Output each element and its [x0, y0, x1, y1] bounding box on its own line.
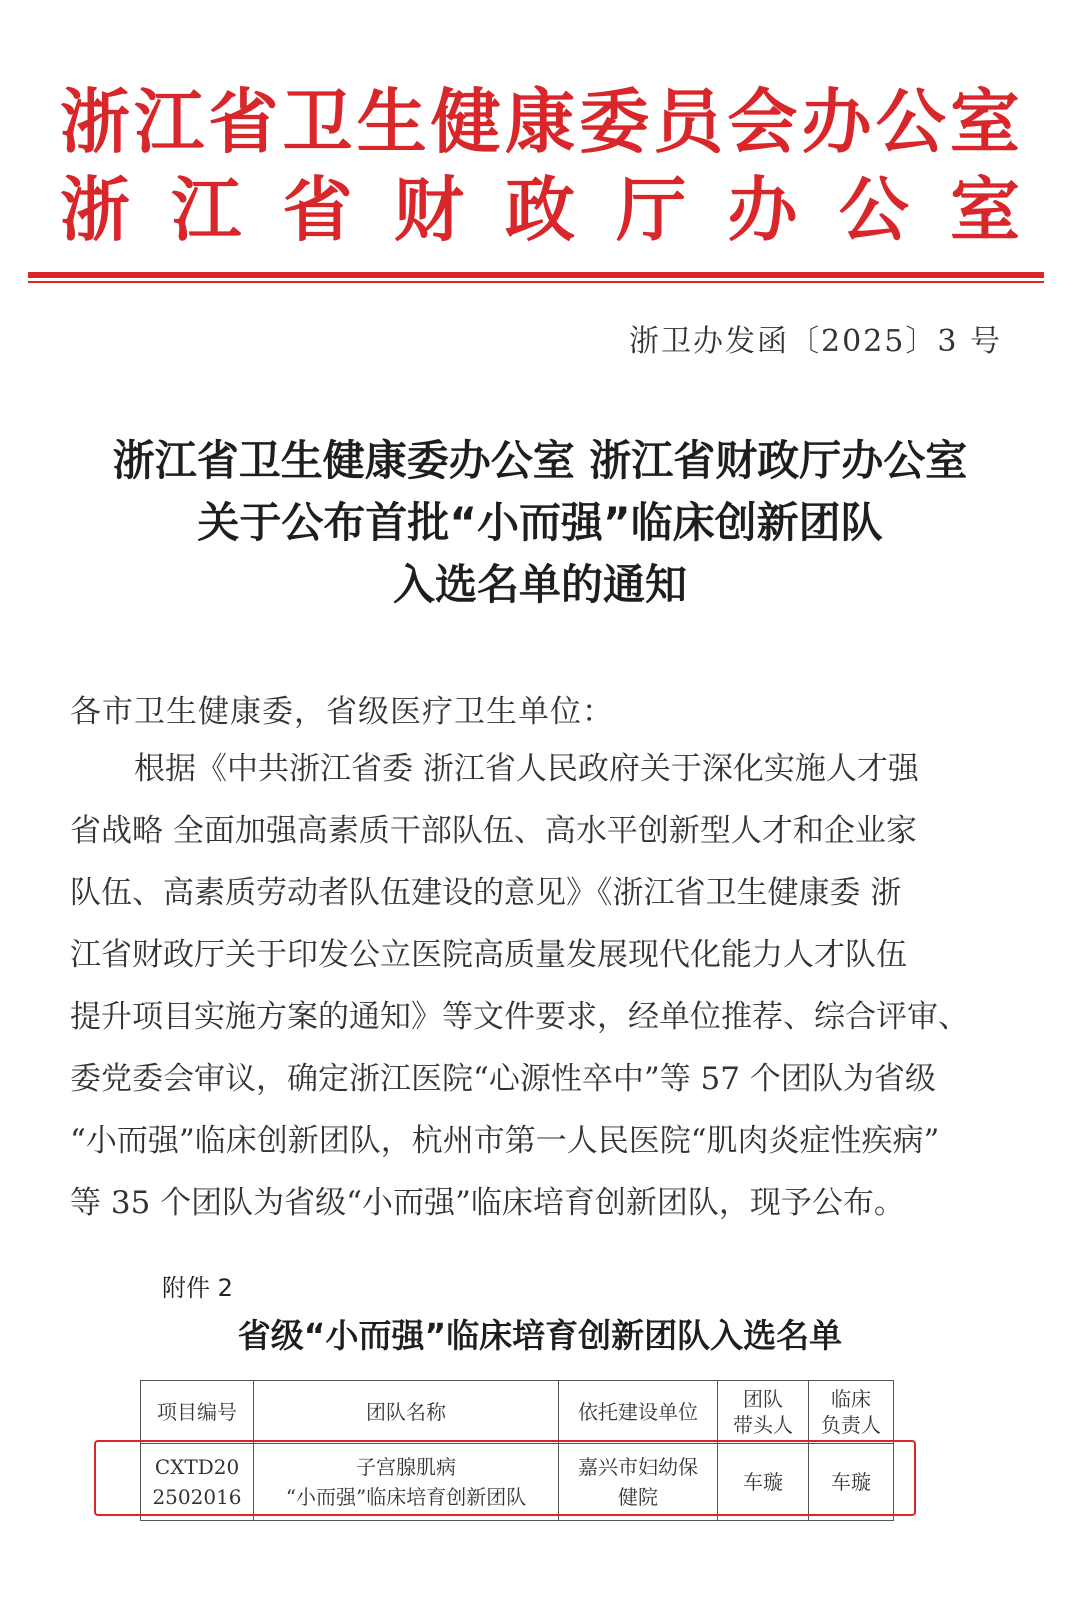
salutation: 各市卫生健康委，省级医疗卫生单位：	[70, 694, 614, 730]
attachment-label: 附件 2	[162, 1274, 233, 1302]
letterhead	[60, 78, 1020, 254]
title-line-3: 入选名单的通知	[392, 560, 687, 609]
header-clinical-lead: 临床 负责人	[809, 1381, 894, 1444]
header-team-leader: 团队 带头人	[718, 1381, 809, 1444]
table-header-row	[141, 1381, 894, 1444]
body-line-3: 队伍、高素质劳动者队伍建设的意见》《浙江省卫生健康委 浙	[70, 875, 902, 911]
body-line-1: 根据《中共浙江省委 浙江省人民政府关于深化实施人才强	[134, 751, 919, 787]
letterhead-divider	[28, 272, 1044, 278]
body-line-4: 江省财政厅关于印发公立医院高质量发展现代化能力人才队伍	[70, 937, 907, 973]
letterhead-line-2: 浙 江 省 财 政 厅 办 公 室	[60, 169, 1020, 251]
document-number: 浙卫办发函〔2025〕3 号	[629, 324, 1002, 359]
cell-project-no: CXTD20 2502016	[141, 1444, 254, 1521]
body-line-8: 等 35 个团队为省级“小而强”临床培育创新团队，现予公布。	[70, 1185, 905, 1221]
header-project-no: 项目编号	[141, 1381, 254, 1444]
team-list-table	[140, 1380, 894, 1521]
title-line-2: 关于公布首批“小而强”临床创新团队	[197, 498, 883, 547]
attachment-title: 省级“小而强”临床培育创新团队入选名单	[237, 1316, 843, 1355]
body-line-2: 省战略 全面加强高素质干部队伍、高水平创新型人才和企业家	[70, 813, 917, 849]
letterhead-divider-thin	[28, 281, 1044, 283]
cell-team-name: 子宫腺肌病 “小而强”临床培育创新团队	[254, 1444, 559, 1521]
body-line-5: 提升项目实施方案的通知》等文件要求，经单位推荐、综合评审、	[70, 999, 969, 1035]
header-unit: 依托建设单位	[559, 1381, 718, 1444]
header-team-name: 团队名称	[254, 1381, 559, 1444]
cell-unit: 嘉兴市妇幼保 健院	[559, 1444, 718, 1521]
table-row	[141, 1444, 894, 1521]
cell-team-leader: 车璇	[718, 1444, 809, 1521]
title-line-1: 浙江省卫生健康委办公室 浙江省财政厅办公室	[112, 436, 968, 485]
body-line-7: “小而强”临床创新团队，杭州市第一人民医院“肌肉炎症性疾病”	[70, 1123, 940, 1159]
body-paragraph	[70, 738, 990, 1234]
letterhead-line-1: 浙 江 省 卫 生 健 康 委 员 会 办 公 室	[60, 81, 1020, 163]
document-title	[40, 430, 1040, 616]
body-line-6: 委党委会审议，确定浙江医院“心源性卒中”等 57 个团队为省级	[70, 1061, 936, 1097]
cell-clinical-lead: 车璇	[809, 1444, 894, 1521]
